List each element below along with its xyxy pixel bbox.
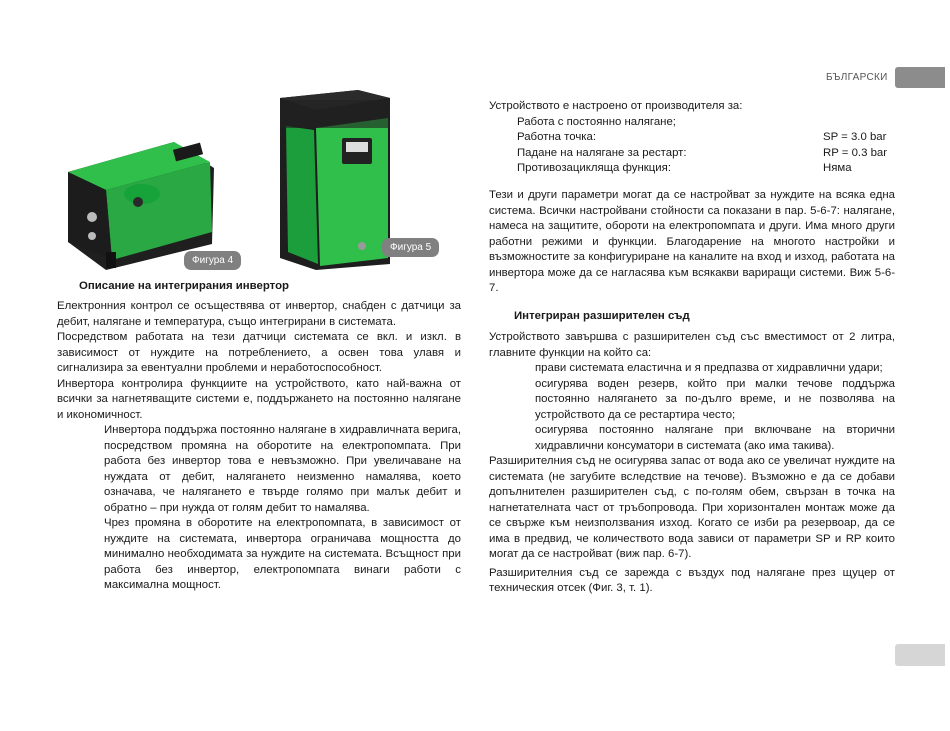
- setting-value: [823, 115, 893, 131]
- left-paragraph-2: Посредством работата на тези датчици системата се вкл. и изкл. в зависимост от нуждите на потреблението, а освен това улавя и сигнализира за евентуални проблеми и неработоспособност.: [57, 331, 461, 374]
- left-indent-paragraph-2: Чрез промяна в оборотите на електропомпата, в зависимост от нуждите на системата, инвертора ограничава мощността до минимално необходимата за нуждите на системата. Всъщност при работа без инвертор, електропомпата винаги работи с максимална мощност.: [104, 517, 461, 591]
- setting-label: Работна точка:: [517, 131, 597, 143]
- setting-value: RP = 0.3 bar: [823, 146, 888, 159]
- setting-row: [517, 161, 893, 177]
- language-label: БЪЛГАРСКИ: [826, 72, 888, 83]
- right-paragraph-1: Тези и други параметри могат да се настройват за нуждите на всяка една система. Всички настройвани стойности са показани в пар. 5-6-7: налягане, намеса на защитите, обороти на електропомпата и други. Има много други работни режими и функции. Благодарение на многото настройки и възможностите за конфигуриране на каналите на вход и изход, работата на инвертора може да се нагласява към всякакви вариращи системи. Виж 5-6-7.: [489, 189, 895, 294]
- pump-vertical-image: [276, 88, 394, 271]
- left-column-text: [57, 299, 461, 594]
- bullet-item: осигурява воден резерв, който при малки течове поддържа постоянно налягането за по-дълго време, и не позволява на устройството да се рестартира често;: [535, 377, 895, 421]
- settings-intro: Устройството е настроено от производителя за:: [489, 100, 743, 112]
- pump-horizontal-image: [62, 132, 222, 270]
- factory-settings: [489, 99, 895, 177]
- bullet-item: прави системата еластична и я предпазва от хидравлични удари;: [535, 362, 883, 374]
- setting-value: SP = 3.0 bar: [823, 131, 887, 143]
- setting-label: Работа с постоянно налягане;: [517, 115, 676, 128]
- setting-row: [517, 130, 893, 146]
- setting-row: [517, 146, 893, 162]
- language-tab-marker: [895, 67, 945, 88]
- right-paragraph-2: Устройството завършва с разширителен съд със вместимост от 2 литра, главните функции на който са:: [489, 331, 895, 359]
- setting-label: Падане на налягане за рестарт:: [517, 146, 687, 159]
- right-paragraph-3: Разширителния съд не осигурява запас от вода ако се увеличат нуждите на системата (не загубите вследствие на течове). Възможно е да се добави допълнителен разширителен съд, с по-голям обем, свързан в точка на нагнетателната част от тръбопровода. При хоризонтален монтаж може да се свърже към неизползвания изход. Когато се изби ра резервоар, да се има в предвид, че количеството вода зависи от параметри SP и RP които могат да се настройват (виж пар. 6-7).: [489, 455, 895, 560]
- inverter-heading: Описание на интегрирания инвертор: [79, 280, 290, 292]
- setting-value: Няма: [823, 162, 852, 174]
- expansion-vessel-heading: Интегриран разширителен съд: [514, 310, 690, 322]
- setting-label: Противозацикляща функция:: [517, 162, 671, 174]
- bullet-item: осигурява постоянно налягане при включване на вторични хидравлични консуматори в системата (ако има такива).: [535, 424, 895, 452]
- left-indent-paragraph-1: Инвертора поддържа постоянно налягане в хидравличната верига, посредством промяна на оборотите на електропомпата. При работа без инвертор това е невъзможно. При увеличаване на нуждата от дебит, налягането неизменно намалява, което означава, че налягането е твърде голямо при малък дебит и обратно – при нужда от голям дебит то намалява.: [104, 424, 461, 514]
- right-paragraph-4: Разширителния съд се зарежда с въздух под налягане през щуцер от техническия отсек (Фиг. 3, т. 1).: [489, 566, 895, 594]
- setting-row: [517, 115, 893, 131]
- left-paragraph-3: Инвертора контролира функциите на устройството, като най-важна от всички за нагнетяващите системи е, поддържането на постоянно налягане и икономичност.: [57, 377, 461, 421]
- right-lower-text: [489, 330, 895, 597]
- page-number-marker: [895, 644, 945, 666]
- figure-4-label: Фигура 4: [184, 251, 241, 270]
- left-paragraph-1: Електронния контрол се осъществява от инвертор, снабден с датчици за дебит, налягане и температура, също интегрирани в системата.: [57, 300, 461, 328]
- figure-5-label: Фигура 5: [382, 238, 439, 257]
